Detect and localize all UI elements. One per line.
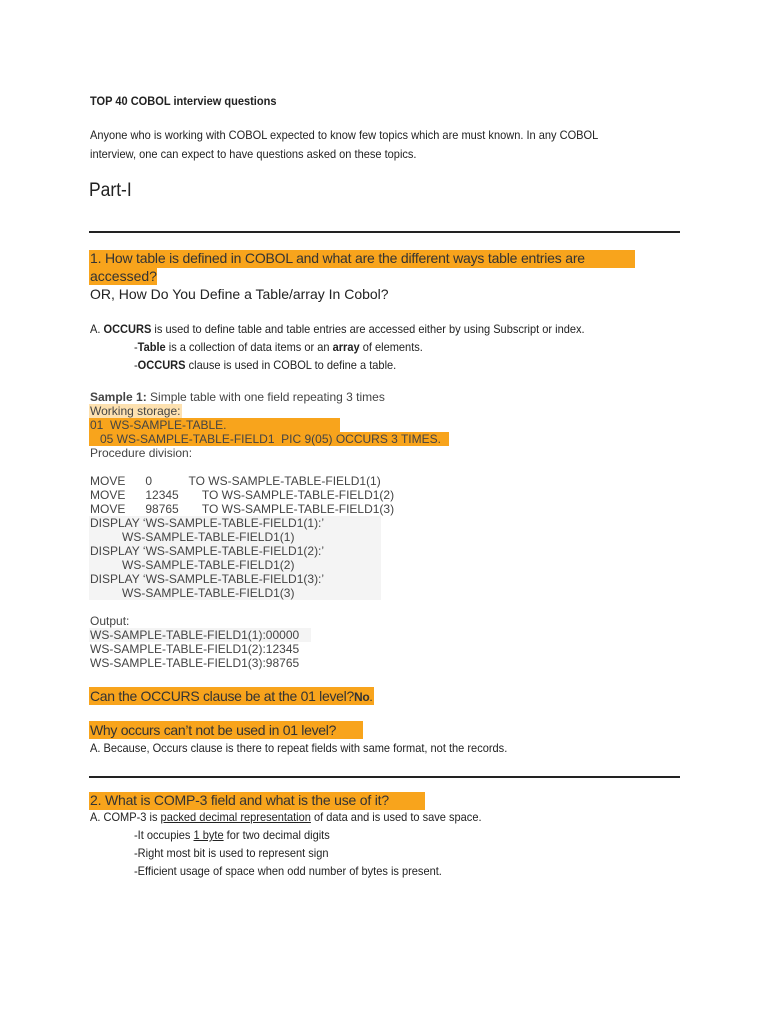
q2-answer-term: packed decimal representation: [160, 810, 311, 824]
q1-answer-text: is used to define table and table entries are accessed either by using Subscript or index.: [151, 322, 585, 336]
display-line-2b: WS-SAMPLE-TABLE-FIELD1(2): [122, 558, 295, 572]
ws-label: Working storage:: [90, 404, 181, 418]
occurs-answer: No: [353, 690, 370, 704]
q1-answer: [90, 322, 585, 336]
section-divider-2: [89, 776, 680, 778]
q1-heading-line-1: 1. How table is defined in COBOL and what are the different ways table entries are: [90, 250, 585, 266]
display-line-1b: WS-SAMPLE-TABLE-FIELD1(1): [122, 530, 295, 544]
ws-line-1: 01 WS-SAMPLE-TABLE.: [90, 418, 227, 432]
q1-bullet-1-keyword-2: array: [332, 340, 360, 354]
q1-bullet-2-keyword: OCCURS: [137, 358, 186, 372]
q1-bullet-1-text: is a collection of data items or an: [165, 340, 333, 354]
output-line-3: WS-SAMPLE-TABLE-FIELD1(3):98765: [90, 656, 300, 670]
q2-answer-prefix: A. COMP-3 is: [90, 810, 161, 824]
q2-bullet-2: -Right most bit is used to represent sign: [134, 846, 329, 860]
why-question: Why occurs can’t not be used in 01 level?: [90, 722, 337, 738]
ws-line-2: 05 WS-SAMPLE-TABLE-FIELD1 PIC 9(05) OCCURS 3 TIMES.: [90, 432, 441, 446]
q2-bullet-1: [134, 828, 330, 842]
why-answer: A. Because, Occurs clause is there to repeat fields with same format, not the records.: [90, 741, 508, 755]
display-line-3a: DISPLAY ‘WS-SAMPLE-TABLE-FIELD1(3):’: [90, 572, 325, 586]
q1-answer-prefix: A.: [90, 322, 104, 336]
section-divider-1: [89, 231, 680, 233]
occurs-question: [90, 688, 372, 704]
intro-line-1: Anyone who is working with COBOL expected to know few topics which are must known. In any COBOL: [90, 128, 599, 142]
sample-label: Sample 1:: [90, 390, 147, 404]
q1-bullet-1: [134, 340, 423, 354]
intro-line-2: interview, one can expect to have questions asked on these topics.: [90, 147, 417, 161]
move-line-3: MOVE 98765 TO WS-SAMPLE-TABLE-FIELD1(3): [90, 502, 395, 516]
move-line-2: MOVE 12345 TO WS-SAMPLE-TABLE-FIELD1(2): [90, 488, 395, 502]
move-line-1: MOVE 0 TO WS-SAMPLE-TABLE-FIELD1(1): [90, 474, 381, 488]
procedure-label: Procedure division:: [90, 446, 193, 460]
q2-answer: [90, 810, 482, 824]
q1-bullet-1-keyword: Table: [137, 340, 166, 354]
q1-bullet-2-text: clause is used in COBOL to define a table.: [185, 358, 397, 372]
display-line-2a: DISPLAY ‘WS-SAMPLE-TABLE-FIELD1(2):’: [90, 544, 325, 558]
display-line-3b: WS-SAMPLE-TABLE-FIELD1(3): [122, 586, 295, 600]
output-label: Output:: [90, 614, 130, 628]
q2-bullet-1-text: for two decimal digits: [223, 828, 330, 842]
sample-description: Simple table with one field repeating 3 times: [146, 390, 385, 404]
sample-caption: [90, 390, 385, 404]
output-line-2: WS-SAMPLE-TABLE-FIELD1(2):12345: [90, 642, 300, 656]
output-line-1: WS-SAMPLE-TABLE-FIELD1(1):00000: [90, 628, 300, 642]
occurs-question-text: Can the OCCURS clause be at the 01 level?: [90, 688, 354, 704]
q2-heading: 2. What is COMP-3 field and what is the use of it?: [90, 792, 389, 808]
q2-bullet-3: -Efficient usage of space when odd number of bytes is present.: [134, 864, 442, 878]
q1-bullet-2: [134, 358, 396, 372]
q1-answer-keyword: OCCURS: [103, 322, 152, 336]
display-line-1a: DISPLAY ‘WS-SAMPLE-TABLE-FIELD1(1):’: [90, 516, 325, 530]
q2-bullet-1-term: 1 byte: [193, 828, 224, 842]
q1-bullet-1-dash: -: [134, 340, 138, 354]
q1-alt-heading: OR, How Do You Define a Table/array In Cobol?: [90, 286, 389, 302]
q2-bullet-1-prefix: -It occupies: [134, 828, 194, 842]
q1-heading-line-2: accessed?: [90, 268, 157, 284]
occurs-answer-end: .: [369, 690, 373, 704]
part-heading: Part-I: [89, 180, 132, 201]
q1-bullet-2-dash: -: [134, 358, 138, 372]
q1-bullet-1-end: of elements.: [359, 340, 423, 354]
q2-answer-text: of data and is used to save space.: [310, 810, 482, 824]
document-title: TOP 40 COBOL interview questions: [90, 94, 277, 108]
